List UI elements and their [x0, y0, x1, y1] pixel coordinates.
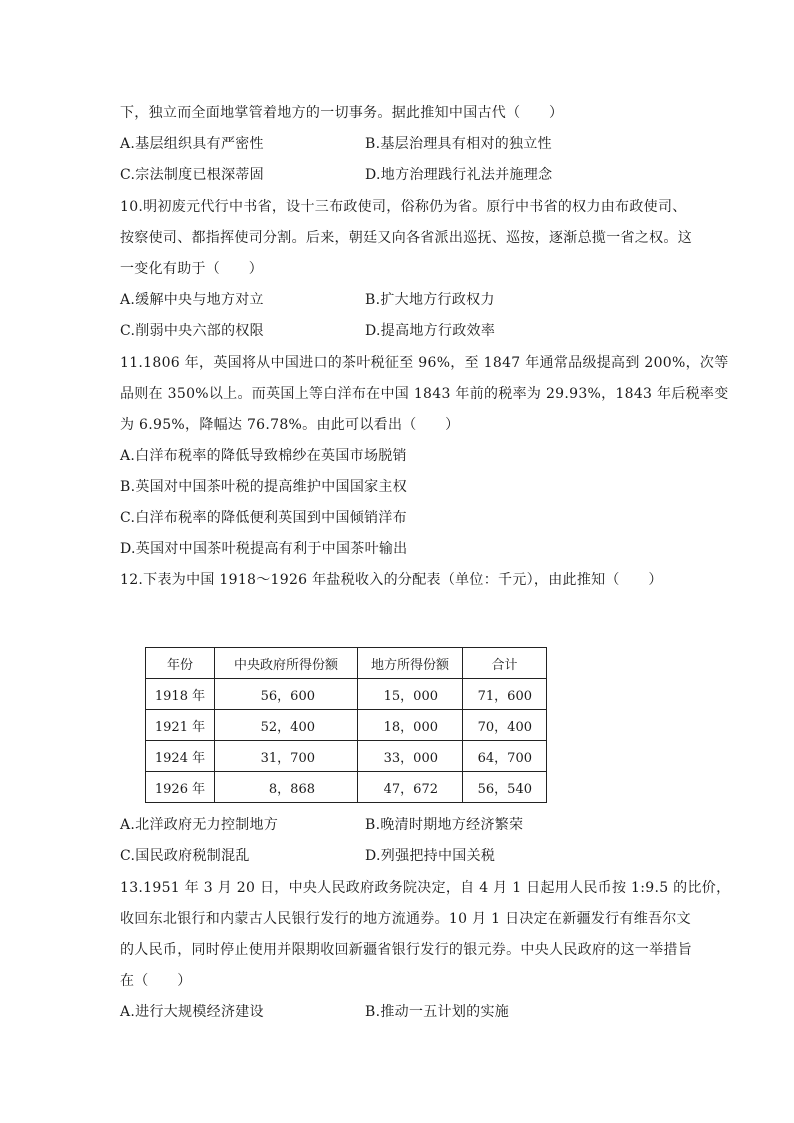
q11-stem-line2: 品则在 350%以上。而英国上等白洋布在中国 1843 年前的税率为 29.93%，1843 年后税率变	[120, 386, 729, 402]
cell-central: 56，600	[215, 679, 358, 710]
header-year: 年份	[146, 648, 215, 679]
q10-stem-line2: 按察使司、都指挥使司分割。后来，朝廷又向各省派出巡抚、巡按，逐渐总揽一省之权。这	[120, 230, 692, 246]
salt-tax-table	[145, 647, 547, 803]
q9-option-a: A.基层组织具有严密性	[120, 136, 264, 152]
table-header-row	[146, 648, 547, 679]
cell-total: 71，600	[463, 679, 547, 710]
q9-option-b: B.基层治理具有相对的独立性	[365, 136, 552, 152]
table-row	[146, 741, 547, 772]
header-local: 地方所得份额	[358, 648, 463, 679]
q12-option-b: B.晚清时期地方经济繁荣	[365, 817, 524, 833]
cell-central: 31，700	[215, 741, 358, 772]
q9-option-d: D.地方治理践行礼法并施理念	[365, 167, 553, 183]
q12-option-c: C.国民政府税制混乱	[120, 848, 250, 864]
q12-option-a: A.北洋政府无力控制地方	[120, 817, 279, 833]
cell-local: 15，000	[358, 679, 463, 710]
header-total: 合计	[463, 648, 547, 679]
cell-year: 1918 年	[146, 679, 215, 710]
q12-stem: 12.下表为中国 1918～1926 年盐税收入的分配表（单位：千元），由此推知（ ）	[120, 572, 663, 588]
q9-stem-end: 下，独立而全面地掌管着地方的一切事务。据此推知中国古代（ ）	[120, 105, 564, 121]
cell-local: 47，672	[358, 772, 463, 803]
q10-stem-line1: 10.明初废元代行中书省，设十三布政使司，俗称仍为省。原行中书省的权力由布政使司、	[120, 199, 687, 215]
q11-option-d: D.英国对中国茶叶税提高有利于中国茶叶输出	[120, 541, 408, 557]
cell-central: 8，868	[215, 772, 358, 803]
q10-option-d: D.提高地方行政效率	[365, 323, 496, 339]
table-row	[146, 710, 547, 741]
q13-stem-line3: 的人民币，同时停止使用并限期收回新疆省银行发行的银元券。中央人民政府的这一举措旨	[120, 942, 692, 958]
q11-option-a: A.白洋布税率的降低导致棉纱在英国市场脱销	[120, 448, 407, 464]
cell-total: 70，400	[463, 710, 547, 741]
q11-stem-line3: 为 6.95%，降幅达 76.78%。由此可以看出（ ）	[120, 417, 460, 433]
q13-stem-line1: 13.1951 年 3 月 20 日，中央人民政府政务院决定，自 4 月 1 日起用人民币按 1:9.5 的比价，	[120, 880, 731, 896]
table-row	[146, 772, 547, 803]
q10-stem-line3: 一变化有助于（ ）	[120, 261, 263, 277]
q13-stem-line4: 在（ ）	[120, 973, 192, 989]
q10-option-c: C.削弱中央六部的权限	[120, 323, 264, 339]
cell-year: 1926 年	[146, 772, 215, 803]
cell-total: 56，540	[463, 772, 547, 803]
q13-option-a: A.进行大规模经济建设	[120, 1004, 264, 1020]
header-central: 中央政府所得份额	[215, 648, 358, 679]
q10-option-b: B.扩大地方行政权力	[365, 292, 495, 308]
cell-year: 1924 年	[146, 741, 215, 772]
q11-option-b: B.英国对中国茶叶税的提高维护中国国家主权	[120, 479, 408, 495]
table-row	[146, 679, 547, 710]
cell-central: 52，400	[215, 710, 358, 741]
cell-total: 64，700	[463, 741, 547, 772]
q12-option-d: D.列强把持中国关税	[365, 848, 496, 864]
cell-local: 18，000	[358, 710, 463, 741]
q9-option-c: C.宗法制度已根深蒂固	[120, 167, 264, 183]
q11-stem-line1: 11.1806 年，英国将从中国进口的茶叶税征至 96%，至 1847 年通常品级提高到 200%，次等	[120, 355, 729, 371]
q10-option-a: A.缓解中央与地方对立	[120, 292, 264, 308]
cell-year: 1921 年	[146, 710, 215, 741]
q11-option-c: C.白洋布税率的降低便利英国到中国倾销洋布	[120, 510, 407, 526]
q13-stem-line2: 收回东北银行和内蒙古人民银行发行的地方流通券。10 月 1 日决定在新疆发行有维吾尔文	[120, 911, 691, 927]
q13-option-b: B.推动一五计划的实施	[365, 1004, 510, 1020]
cell-local: 33，000	[358, 741, 463, 772]
